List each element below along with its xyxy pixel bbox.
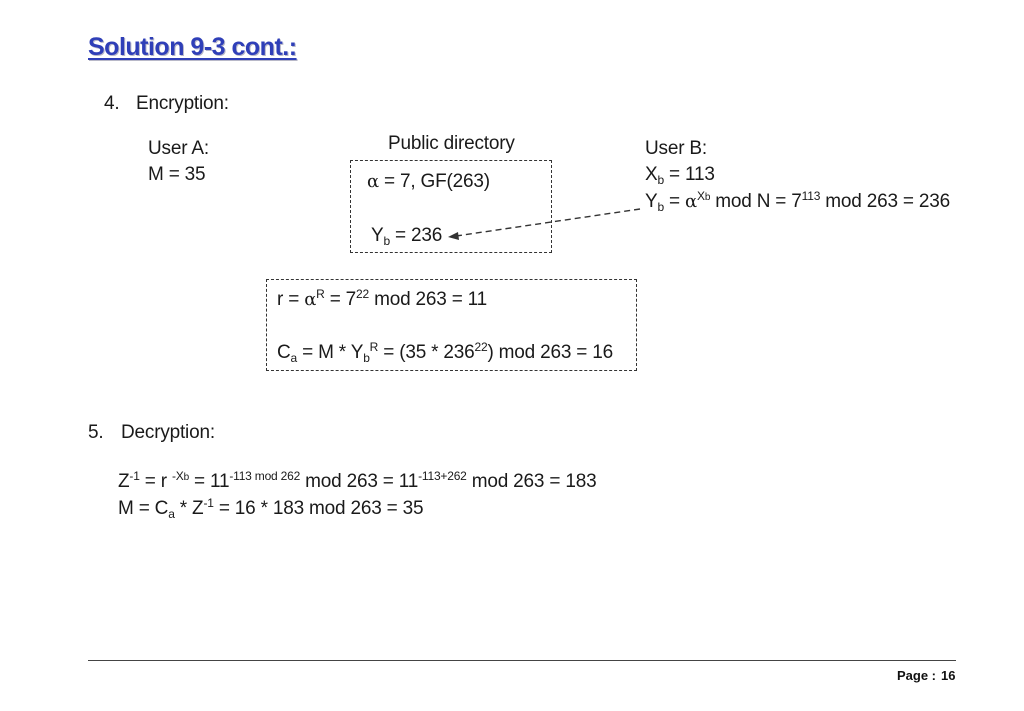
step-4-number: 4. (104, 93, 120, 114)
page-number: 16 (941, 668, 956, 683)
decryption-message-equation: $M = C_a * Z^{-1} = 16 * 183$ mod 263 = 35 (118, 496, 424, 521)
alpha-symbol: α (304, 289, 317, 310)
alpha-symbol: α (367, 171, 379, 192)
decryption-z-inverse-equation: $Z^{-1} = r$ $^{-Xb} = 11^{-113 mod 262}$ mod $263 = 11^{-113+262}$ mod 263 = 183 (118, 469, 597, 492)
ciphertext-equation: $C_a = M * Y_b^R = (35 * 236^{22})$ mod 263 = 16 (277, 340, 614, 365)
r-equation: $r = \alpha^R = 7^{22}$ mod 263 = 11 (277, 287, 487, 310)
footer-divider (88, 660, 956, 661)
step-4-label: Encryption: (136, 93, 229, 114)
user-b-private-key: $X_b = 113$ (645, 164, 715, 187)
alpha-symbol: α (685, 191, 697, 212)
user-b-public-key: $Y_b = \alpha^{Xb}$ mod $N = 7^{113}$ mod 263 = 236 (645, 189, 950, 214)
directory-yb-line: $Y_b = 236$ (371, 225, 443, 248)
directory-alpha-line: α = 7, GF(263) (367, 171, 490, 192)
page-label: Page : (897, 668, 937, 683)
public-directory-label: Public directory (388, 133, 515, 154)
user-a-label: User A: (148, 138, 209, 159)
user-a-message: M = 35 (148, 164, 206, 185)
slide-title: Solution 9-3 cont.: (88, 33, 297, 61)
step-5-label: Decryption: (121, 422, 215, 443)
step-5-number: 5. (88, 422, 104, 443)
user-b-label: User B: (645, 138, 707, 159)
